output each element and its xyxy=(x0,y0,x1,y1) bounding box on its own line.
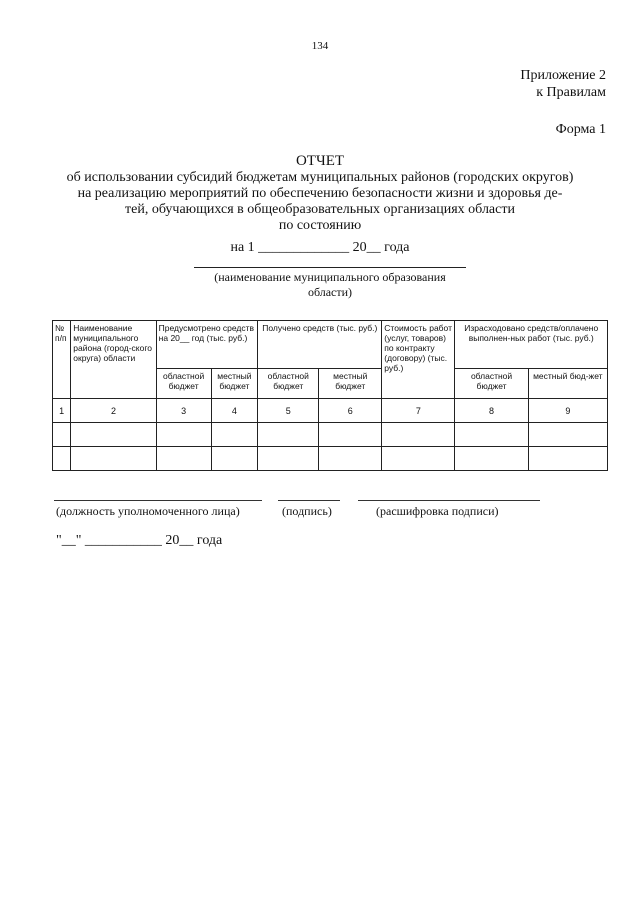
table-header-row xyxy=(53,321,608,369)
signature-line xyxy=(278,500,340,501)
header-received: Получено средств (тыс. руб.) xyxy=(258,321,382,369)
column-number: 3 xyxy=(156,399,211,423)
column-number: 8 xyxy=(455,399,528,423)
subheader-spent-local: местный бюд-жет xyxy=(528,369,607,399)
empty-cell xyxy=(382,423,455,447)
column-number: 7 xyxy=(382,399,455,423)
empty-cell xyxy=(71,447,156,471)
subheader-spent-regional: областной бюджет xyxy=(455,369,528,399)
report-title: ОТЧЕТ xyxy=(295,153,345,169)
subtitle-line-3: тей, обучающихся в общеобразовательных организациях области xyxy=(125,202,515,217)
empty-cell xyxy=(319,423,382,447)
header-spent: Израсходовано средств/оплачено выполнен-ных работ (тыс. руб.) xyxy=(455,321,608,369)
subtitle-line-2: на реализацию мероприятий по обеспечению безопасности жизни и здоровья де- xyxy=(77,186,563,201)
position-signature-line xyxy=(54,500,262,501)
column-number: 6 xyxy=(319,399,382,423)
subtitle-line-4: по состоянию xyxy=(278,218,362,233)
decoding-caption: (расшифровка подписи) xyxy=(376,504,499,518)
subheader-planned-regional: областной бюджет xyxy=(156,369,211,399)
empty-cell xyxy=(382,447,455,471)
empty-cell xyxy=(258,423,319,447)
empty-cell xyxy=(156,447,211,471)
signature-caption: (подпись) xyxy=(282,504,332,518)
empty-cell xyxy=(211,447,258,471)
table-row-empty xyxy=(53,423,608,447)
subheader-received-local: местный бюджет xyxy=(319,369,382,399)
appendix-reference xyxy=(520,67,606,101)
header-municipality: Наименование муниципального района (город-ского округа) области xyxy=(71,321,156,399)
column-number: 1 xyxy=(53,399,71,423)
name-decoding-line xyxy=(358,500,540,501)
column-number-row xyxy=(53,399,608,423)
empty-cell xyxy=(53,423,71,447)
empty-cell xyxy=(71,423,156,447)
empty-cell xyxy=(211,423,258,447)
signature-date: "__" ___________ 20__ года xyxy=(56,533,223,548)
empty-cell xyxy=(455,423,528,447)
table-row-empty xyxy=(53,447,608,471)
column-number: 2 xyxy=(71,399,156,423)
subtitle-line-1: об использовании субсидий бюджетам муниципальных районов (городских округов) xyxy=(66,170,574,185)
report-date-line: на 1 _____________ 20__ года xyxy=(230,240,410,255)
position-caption: (должность уполномоченного лица) xyxy=(56,504,240,518)
header-contract-cost: Стоимость работ (услуг, товаров) по контракту (договору) (тыс. руб.) xyxy=(382,321,455,399)
subheader-planned-local: местный бюджет xyxy=(211,369,258,399)
empty-cell xyxy=(528,447,607,471)
page-number: 134 xyxy=(311,40,329,52)
column-number: 5 xyxy=(258,399,319,423)
empty-cell xyxy=(319,447,382,471)
municipality-fill-line xyxy=(194,267,466,268)
empty-cell xyxy=(528,423,607,447)
header-planned: Предусмотрено средств на 20__ год (тыс. руб.) xyxy=(156,321,258,369)
column-number: 9 xyxy=(528,399,607,423)
appendix-line-1: Приложение 2 xyxy=(520,68,606,83)
subheader-received-regional: областной бюджет xyxy=(258,369,319,399)
municipality-caption: (наименование муниципального образования области) xyxy=(214,270,446,299)
empty-cell xyxy=(455,447,528,471)
report-table xyxy=(52,320,608,471)
empty-cell xyxy=(156,423,211,447)
empty-cell xyxy=(258,447,319,471)
form-number: Форма 1 xyxy=(555,122,606,137)
column-number: 4 xyxy=(211,399,258,423)
report-subtitle xyxy=(40,170,600,234)
empty-cell xyxy=(53,447,71,471)
header-num: № п/п xyxy=(53,321,71,399)
appendix-line-2: к Правилам xyxy=(536,85,606,100)
